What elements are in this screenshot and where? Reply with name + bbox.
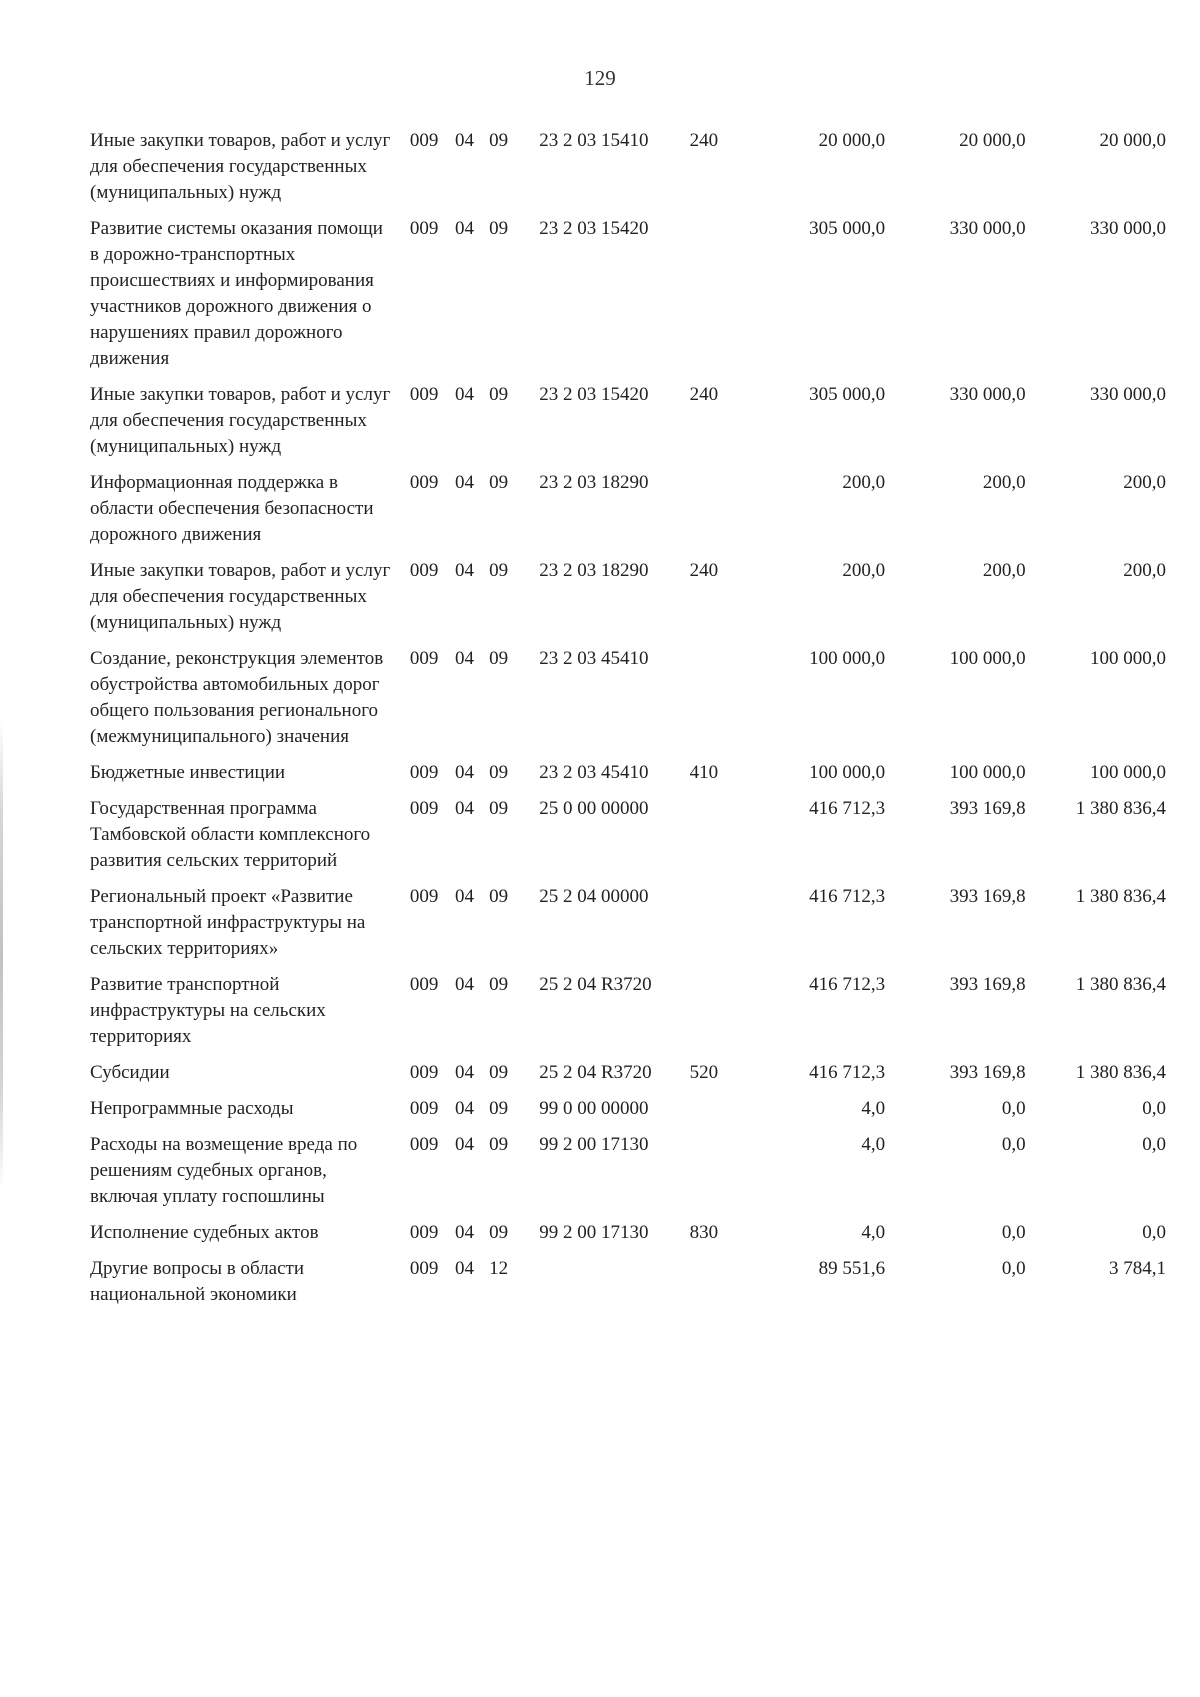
- amount-year-3: 200,0: [1123, 472, 1166, 493]
- amount-year-3: 1 380 836,4: [1075, 798, 1166, 819]
- amount-year-2: 0,0: [1001, 1258, 1026, 1279]
- subsection-code: 12: [489, 1258, 509, 1279]
- table-row: [90, 126, 1166, 214]
- amount-year-3: 20 000,0: [1099, 130, 1166, 151]
- amount-year-1: 416 712,3: [809, 886, 886, 907]
- section-code: 04: [455, 762, 475, 783]
- amount-year-1: 305 000,0: [809, 218, 886, 239]
- expense-name: Развитие системы оказания помощи в дорожно-транспортных происшествиях и информирования участников дорожного движения о нарушениях правил дорожного движения: [90, 218, 383, 369]
- amount-year-3: 330 000,0: [1090, 218, 1166, 239]
- section-code: 04: [455, 1134, 475, 1155]
- expense-type-code: 830: [689, 1222, 719, 1243]
- target-article-code: 23 2 03 45410: [539, 648, 649, 669]
- amount-year-3: 100 000,0: [1090, 762, 1166, 783]
- target-article-code: 23 2 03 15410: [539, 130, 649, 151]
- ministry-code: 009: [409, 886, 439, 907]
- ministry-code: 009: [409, 218, 439, 239]
- subsection-code: 09: [489, 560, 509, 581]
- section-code: 04: [455, 974, 475, 995]
- expense-type-code: 240: [689, 384, 719, 405]
- subsection-code: 09: [489, 798, 509, 819]
- amount-year-3: 1 380 836,4: [1075, 1062, 1166, 1083]
- target-article-code: 25 2 04 R3720: [539, 1062, 652, 1083]
- amount-year-2: 20 000,0: [959, 130, 1026, 151]
- ministry-code: 009: [409, 1258, 439, 1279]
- subsection-code: 09: [489, 648, 509, 669]
- amount-year-2: 0,0: [1001, 1134, 1026, 1155]
- subsection-code: 09: [489, 1062, 509, 1083]
- expense-type-code: [690, 644, 745, 758]
- expense-type-code: [690, 468, 745, 556]
- expense-name: Иные закупки товаров, работ и услуг для обеспечения государственных (муниципальных) нужд: [90, 130, 391, 203]
- subsection-code: 09: [489, 472, 509, 493]
- table-row: [90, 882, 1166, 970]
- table-row: [90, 214, 1166, 380]
- amount-year-3: 200,0: [1123, 560, 1166, 581]
- ministry-code: 009: [409, 762, 439, 783]
- amount-year-2: 100 000,0: [949, 762, 1026, 783]
- table-row: [90, 1094, 1166, 1130]
- amount-year-3: 330 000,0: [1090, 384, 1166, 405]
- amount-year-1: 416 712,3: [809, 1062, 886, 1083]
- amount-year-1: 4,0: [861, 1222, 886, 1243]
- table-row: [90, 644, 1166, 758]
- section-code: 04: [455, 560, 475, 581]
- amount-year-3: 0,0: [1142, 1222, 1166, 1243]
- subsection-code: 09: [489, 974, 509, 995]
- target-article-code: 23 2 03 15420: [539, 218, 649, 239]
- section-code: 04: [455, 472, 475, 493]
- ministry-code: 009: [409, 974, 439, 995]
- section-code: 04: [455, 218, 475, 239]
- expense-type-code: [690, 1254, 745, 1316]
- section-code: 04: [455, 886, 475, 907]
- section-code: 04: [455, 384, 475, 405]
- ministry-code: 009: [409, 1098, 439, 1119]
- expense-type-code: [690, 1130, 745, 1218]
- ministry-code: 009: [409, 1222, 439, 1243]
- amount-year-2: 200,0: [982, 560, 1026, 581]
- amount-year-3: 1 380 836,4: [1075, 974, 1166, 995]
- ministry-code: 009: [409, 384, 439, 405]
- expense-name: Иные закупки товаров, работ и услуг для обеспечения государственных (муниципальных) нужд: [90, 384, 391, 457]
- amount-year-2: 330 000,0: [949, 384, 1026, 405]
- amount-year-3: 3 784,1: [1109, 1258, 1166, 1279]
- page-number: 129: [584, 66, 616, 90]
- target-article-code: 99 0 00 00000: [539, 1098, 649, 1119]
- amount-year-2: 393 169,8: [949, 798, 1026, 819]
- table-row: [90, 1254, 1166, 1316]
- expense-name: Информационная поддержка в области обеспечения безопасности дорожного движения: [90, 472, 374, 545]
- amount-year-2: 393 169,8: [949, 974, 1026, 995]
- expense-type-code: 410: [689, 762, 719, 783]
- amount-year-1: 4,0: [861, 1134, 886, 1155]
- subsection-code: 09: [489, 1134, 509, 1155]
- subsection-code: 09: [489, 384, 509, 405]
- ministry-code: 009: [409, 798, 439, 819]
- amount-year-1: 200,0: [842, 560, 886, 581]
- ministry-code: 009: [409, 648, 439, 669]
- section-code: 04: [455, 130, 475, 151]
- amount-year-1: 4,0: [861, 1098, 886, 1119]
- subsection-code: 09: [489, 886, 509, 907]
- section-code: 04: [455, 1098, 475, 1119]
- section-code: 04: [455, 1258, 475, 1279]
- amount-year-2: 200,0: [982, 472, 1026, 493]
- section-code: 04: [455, 1222, 475, 1243]
- amount-year-2: 0,0: [1001, 1222, 1026, 1243]
- expense-name: Непрограммные расходы: [90, 1098, 294, 1119]
- amount-year-2: 330 000,0: [949, 218, 1026, 239]
- target-article-code: 99 2 00 17130: [539, 1134, 649, 1155]
- amount-year-3: 100 000,0: [1090, 648, 1166, 669]
- table-row: [90, 1058, 1166, 1094]
- expense-name: Развитие транспортной инфраструктуры на сельских территориях: [90, 974, 326, 1047]
- expense-type-code: 240: [689, 130, 719, 151]
- target-article-code: 25 2 04 R3720: [539, 974, 652, 995]
- amount-year-3: 0,0: [1142, 1134, 1166, 1155]
- amount-year-2: 100 000,0: [949, 648, 1026, 669]
- target-article-code: 23 2 03 18290: [539, 560, 649, 581]
- expense-type-code: 520: [689, 1062, 719, 1083]
- ministry-code: 009: [409, 130, 439, 151]
- budget-table: [90, 126, 1166, 1316]
- ministry-code: 009: [409, 560, 439, 581]
- amount-year-1: 20 000,0: [818, 130, 886, 151]
- expense-type-code: 240: [689, 560, 719, 581]
- amount-year-1: 100 000,0: [809, 762, 886, 783]
- expense-name: Региональный проект «Развитие транспортной инфраструктуры на сельских территориях»: [90, 886, 366, 959]
- subsection-code: 09: [489, 218, 509, 239]
- table-row: [90, 1218, 1166, 1254]
- table-row: [90, 468, 1166, 556]
- expense-name: Расходы на возмещение вреда по решениям судебных органов, включая уплату госпошлины: [90, 1134, 358, 1207]
- expense-name: Создание, реконструкция элементов обустройства автомобильных дорог общего пользования регионального (межмуниципального) значения: [90, 648, 384, 747]
- target-article-code: 25 0 00 00000: [539, 798, 649, 819]
- section-code: 04: [455, 648, 475, 669]
- expense-name: Иные закупки товаров, работ и услуг для обеспечения государственных (муниципальных) нужд: [90, 560, 391, 633]
- table-row: [90, 794, 1166, 882]
- scan-margin-artifact: [0, 720, 3, 1190]
- expense-type-code: [690, 794, 745, 882]
- target-article-code: 99 2 00 17130: [539, 1222, 649, 1243]
- budget-table-body: [90, 126, 1166, 1316]
- expense-name: Государственная программа Тамбовской области комплексного развития сельских территорий: [90, 798, 371, 871]
- ministry-code: 009: [409, 472, 439, 493]
- amount-year-2: 0,0: [1001, 1098, 1026, 1119]
- expense-type-code: [690, 214, 745, 380]
- amount-year-1: 200,0: [842, 472, 886, 493]
- amount-year-1: 416 712,3: [809, 798, 886, 819]
- amount-year-3: 0,0: [1142, 1098, 1166, 1119]
- amount-year-1: 305 000,0: [809, 384, 886, 405]
- target-article-code: 23 2 03 15420: [539, 384, 649, 405]
- subsection-code: 09: [489, 1098, 509, 1119]
- expense-name: Другие вопросы в области национальной экономики: [90, 1258, 305, 1305]
- table-row: [90, 970, 1166, 1058]
- table-row: [90, 758, 1166, 794]
- expense-type-code: [690, 882, 745, 970]
- expense-type-code: [690, 1094, 745, 1130]
- amount-year-1: 416 712,3: [809, 974, 886, 995]
- subsection-code: 09: [489, 130, 509, 151]
- target-article-code: 25 2 04 00000: [539, 886, 649, 907]
- ministry-code: 009: [409, 1134, 439, 1155]
- target-article-code: [529, 1254, 689, 1316]
- section-code: 04: [455, 1062, 475, 1083]
- table-row: [90, 1130, 1166, 1218]
- amount-year-2: 393 169,8: [949, 886, 1026, 907]
- expense-name: Бюджетные инвестиции: [90, 762, 286, 783]
- target-article-code: 23 2 03 18290: [539, 472, 649, 493]
- expense-type-code: [690, 970, 745, 1058]
- amount-year-1: 100 000,0: [809, 648, 886, 669]
- amount-year-2: 393 169,8: [949, 1062, 1026, 1083]
- table-row: [90, 380, 1166, 468]
- amount-year-3: 1 380 836,4: [1075, 886, 1166, 907]
- ministry-code: 009: [409, 1062, 439, 1083]
- target-article-code: 23 2 03 45410: [539, 762, 649, 783]
- table-row: [90, 556, 1166, 644]
- subsection-code: 09: [489, 1222, 509, 1243]
- section-code: 04: [455, 798, 475, 819]
- expense-name: Субсидии: [90, 1062, 170, 1083]
- amount-year-1: 89 551,6: [818, 1258, 886, 1279]
- expense-name: Исполнение судебных актов: [90, 1222, 319, 1243]
- subsection-code: 09: [489, 762, 509, 783]
